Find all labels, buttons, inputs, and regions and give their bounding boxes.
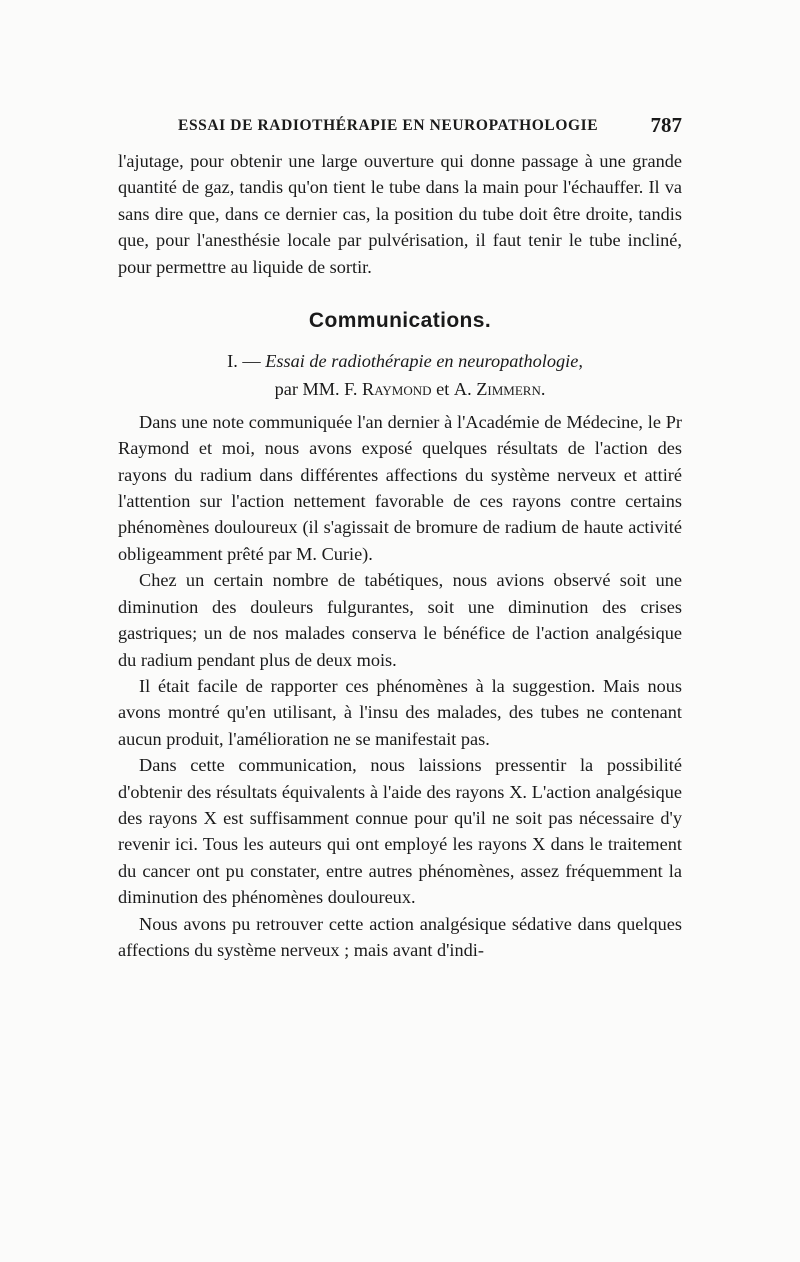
section-title: Communications. [308, 309, 492, 333]
paragraph-1: Dans une note communiquée l'an dernier à l'Académie de Médecine, le Pr Raymond et moi, nous avons exposé quelques résultats de l'action des rayons du radium dans différentes affections du système nerveux et attiré l'attention sur l'action nettement favorable de ces rayons contre certains phénomènes douloureux (il s'agissait de bromure de radium de haute activité obligeamment prêté par M. Curie). [118, 411, 682, 564]
authors-conjunction: et [436, 379, 450, 400]
article-title-text: Essai de radiothérapie en neuropathologie, [265, 351, 583, 372]
paragraph-5: Nous avons pu retrouver cette action analgésique sédative dans quelques affections du système nerveux ; mais avant d'indi- [118, 913, 682, 960]
article-number: I. — [227, 351, 261, 372]
paragraph-4: Dans cette communication, nous laissions pressentir la possibilité d'obtenir des résultats équivalents à l'aide des rayons X. L'action analgésique des rayons X est suffisamment connue pour qu'il ne soit pas nécessaire d'y revenir ici. Tous les auteurs qui ont employé les rayons X dans le traitement du cancer ont pu constater, entre autres phénomènes, assez fréquemment la diminution des phénomènes douloureux. [118, 755, 682, 908]
authors-prefix: par MM. [274, 379, 340, 400]
page-number: 787 [650, 113, 682, 137]
paragraph-2: Chez un certain nombre de tabétiques, nous avions observé soit une diminution des douleurs fulgurantes, soit une diminution des crises gastriques; un de nos malades conserva le bénéfice de l'action analgésique du radium pendant plus de deux mois. [118, 570, 682, 670]
running-head [150, 113, 682, 145]
running-title: ESSAI DE RADIOTHÉRAPIE EN NEUROPATHOLOGIE [178, 117, 599, 134]
article-title [118, 348, 682, 374]
body-text [118, 148, 682, 963]
author-zimmern: A. Zimmern. [453, 379, 546, 400]
paragraph-3: Il était facile de rapporter ces phénomènes à la suggestion. Mais nous avons montré qu'en utilisant, à l'insu des malades, des tubes ne contenant aucun produit, l'amélioration ne se manifestait pas. [118, 675, 682, 749]
article-authors [118, 376, 682, 402]
intro-paragraph: l'ajutage, pour obtenir une large ouverture qui donne passage à une grande quantité de gaz, tandis qu'on tient le tube dans la main pour l'échauffer. Il va sans dire que, dans ce dernier cas, la position du tube doit être droite, tandis que, pour l'anesthésie locale par pulvérisation, il faut tenir le tube incliné, pour permettre au liquide de sortir. [118, 151, 682, 277]
author-raymond: F. Raymond [344, 379, 432, 400]
